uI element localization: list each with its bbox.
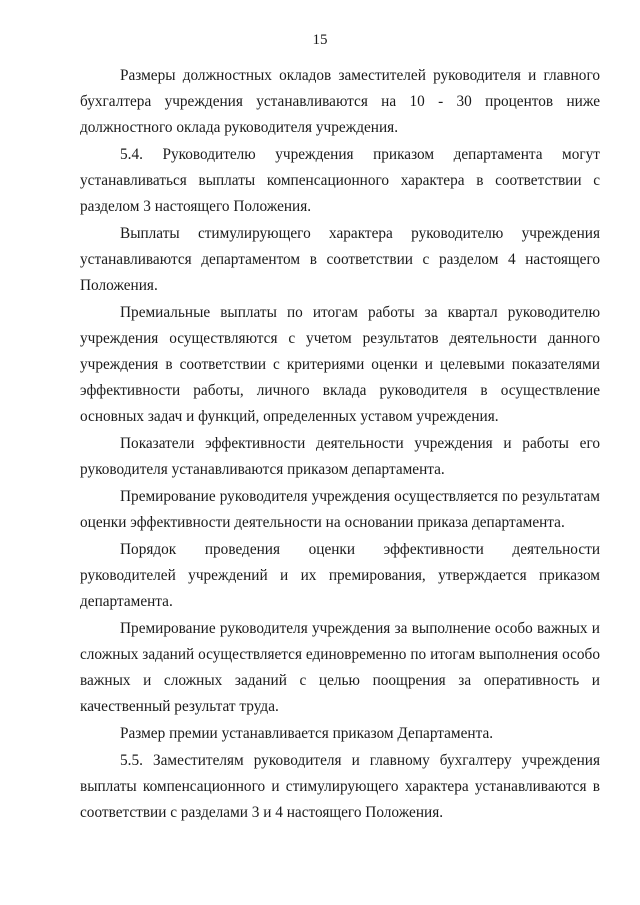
paragraph-5-4-compensation: 5.4. Руководителю учреждения приказом департамента могут устанавливаться выплаты компенсационного характера в соответствии с разделом 3 настоящего Положения. [80, 146, 600, 215]
paragraph-quarterly-bonuses: Премиальные выплаты по итогам работы за квартал руководителю учреждения осуществляются с учетом результатов деятельности данного учреждения в соответствии с критериями оценки и целевыми показателями эффективности работы, личного вклада руководителя в осуществление основных задач и функций, определенных уставом учреждения. [80, 304, 600, 425]
paragraph-assessment-procedure: Порядок проведения оценки эффективности деятельности руководителей учреждений и их премирования, утверждается приказом департамента. [80, 541, 600, 610]
paragraph-stimulating-payments: Выплаты стимулирующего характера руководителю учреждения устанавливаются департаментом в соответствии с разделом 4 настоящего Положения. [80, 225, 600, 294]
paragraph-efficiency-indicators: Показатели эффективности деятельности учреждения и работы его руководителя устанавливаются приказом департамента. [80, 435, 600, 478]
paragraph-special-tasks-bonus: Премирование руководителя учреждения за выполнение особо важных и сложных заданий осуществляется единовременно по итогам выполнения особо важных и сложных заданий с целью поощрения за оперативность и качественный результат труда. [80, 620, 600, 715]
paragraph-bonus-basis: Премирование руководителя учреждения осуществляется по результатам оценки эффективности деятельности на основании приказа департамента. [80, 488, 600, 531]
paragraph-bonus-amount: Размер премии устанавливается приказом Департамента. [120, 725, 494, 742]
paragraph-5-5-deputies: 5.5. Заместителям руководителя и главному бухгалтеру учреждения выплаты компенсационного и стимулирующего характера устанавливаются в соответствии с разделами 3 и 4 настоящего Положения. [80, 752, 600, 821]
document-body [80, 63, 600, 827]
paragraph-deputy-salaries: Размеры должностных окладов заместителей руководителя и главного бухгалтера учреждения устанавливаются на 10 - 30 процентов ниже должностного оклада руководителя учреждения. [80, 67, 600, 136]
page-number: 15 [312, 32, 328, 48]
